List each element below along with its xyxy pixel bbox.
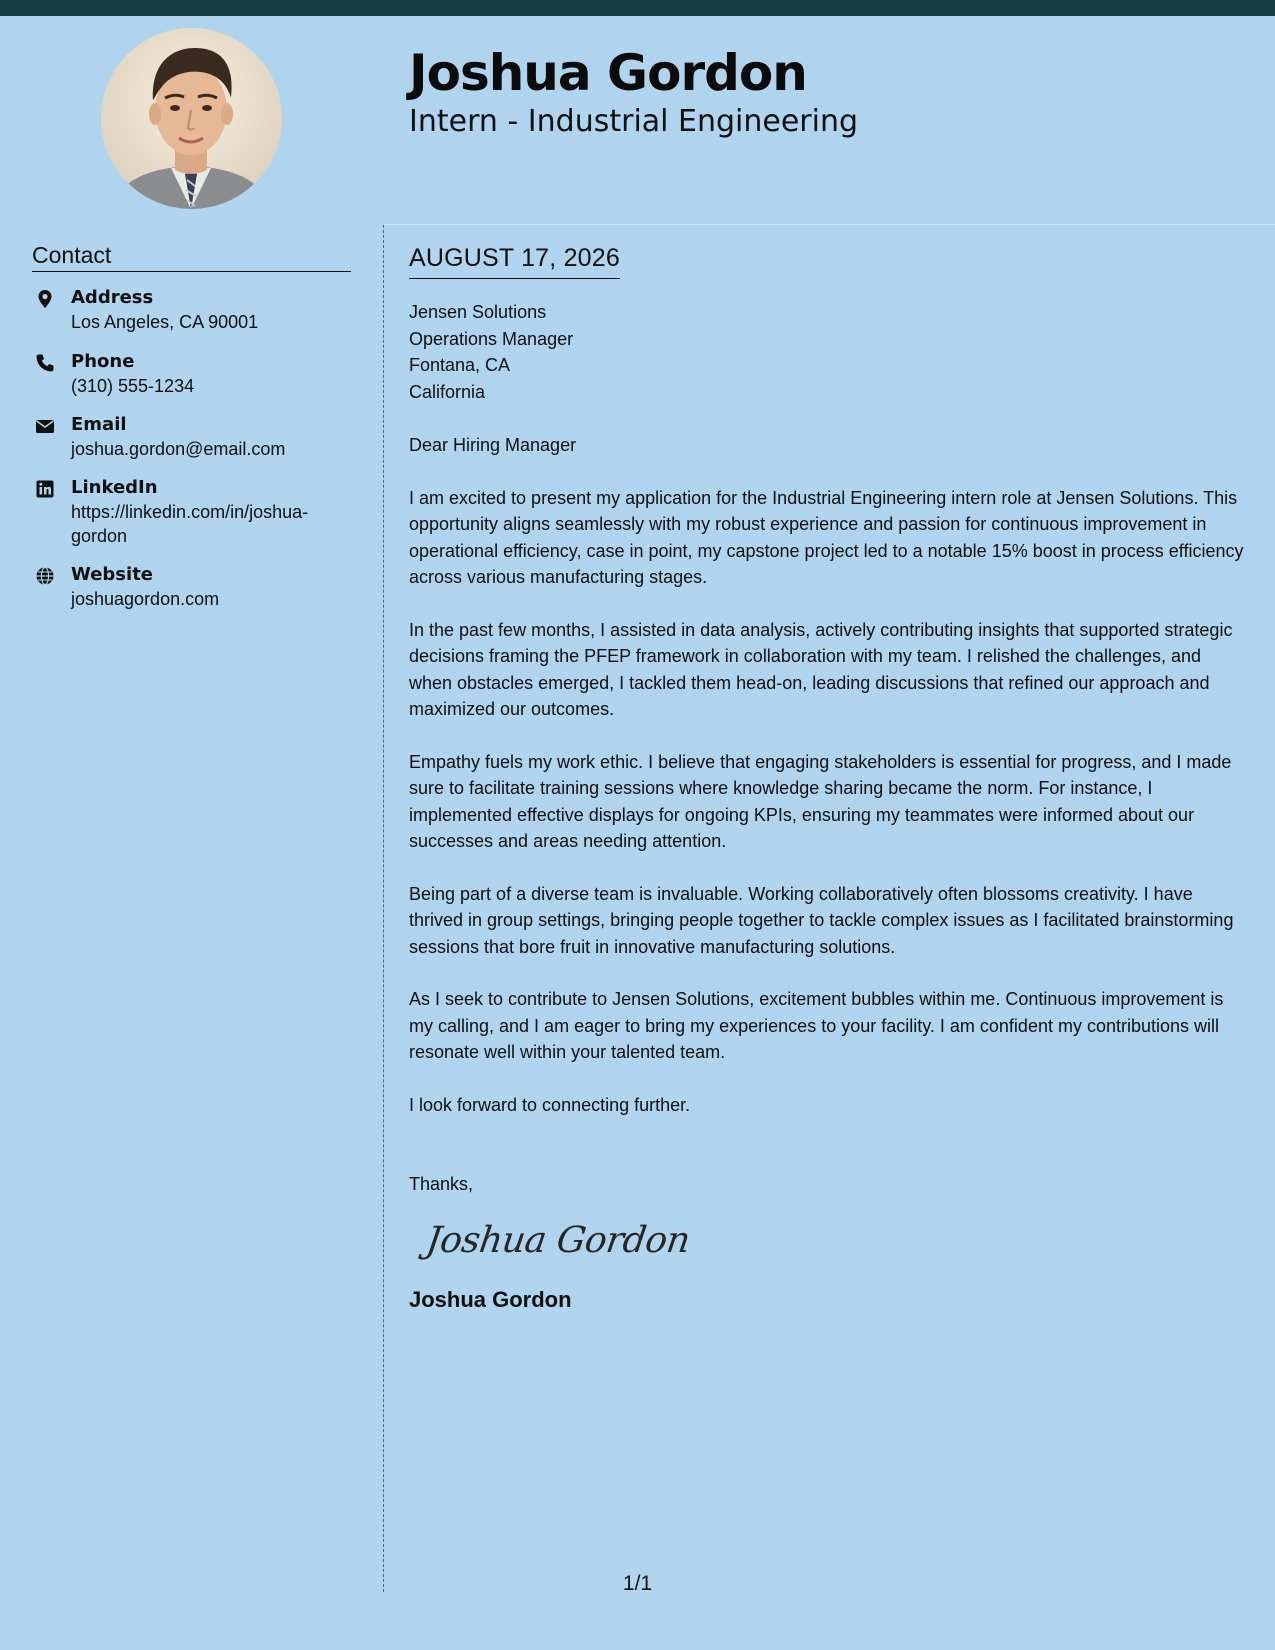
contact-label: Phone bbox=[71, 351, 135, 372]
signer-name: Joshua Gordon bbox=[409, 1286, 572, 1312]
contact-heading: Contact bbox=[32, 240, 351, 272]
letter-paragraph: In the past few months, I assisted in data analysis, actively contributing insights that supported strategic decisions framing the PFEP framework in collaboration with my team. I relished the challenges, and when obstacles emerged, I tackled them head-on, leading discussions that refined our approach and maximized our outcomes. bbox=[409, 619, 1233, 719]
phone-icon bbox=[35, 353, 55, 373]
recipient-title: Operations Manager bbox=[409, 328, 574, 349]
page-number: 1/1 bbox=[622, 1572, 653, 1595]
contact-label: LinkedIn bbox=[71, 477, 158, 498]
map-pin-icon bbox=[35, 289, 55, 309]
contact-label: Website bbox=[71, 564, 154, 585]
profile-photo bbox=[101, 28, 282, 209]
letter-paragraph: I look forward to connecting further. bbox=[409, 1094, 691, 1115]
top-accent-bar bbox=[0, 0, 1275, 16]
letter-body bbox=[409, 242, 1249, 1314]
header-divider bbox=[384, 224, 1275, 225]
candidate-name: Joshua Gordon bbox=[409, 44, 807, 102]
contact-label: Address bbox=[71, 287, 154, 308]
salutation: Dear Hiring Manager bbox=[409, 435, 577, 455]
contact-value: Los Angeles, CA 90001 bbox=[71, 312, 259, 332]
job-title: Intern - Industrial Engineering bbox=[409, 104, 859, 139]
globe-icon bbox=[35, 566, 55, 586]
letter-paragraph: As I seek to contribute to Jensen Solutions, excitement bubbles within me. Continuous improvement is my calling, and I am eager to bring my experiences to your facility. I am confident my contributions will resonate well within your talented team. bbox=[409, 989, 1224, 1062]
contact-value: (310) 555-1234 bbox=[71, 376, 195, 396]
letter-paragraph: Being part of a diverse team is invaluable. Working collaboratively often blossoms creativity. I have thrived in group settings, bringing people together to tackle complex issues as I facilitated brainstorming sessions that bore fruit in innovative manufacturing solutions. bbox=[409, 883, 1234, 957]
contact-value: joshua.gordon@email.com bbox=[71, 439, 286, 459]
recipient-block bbox=[409, 299, 1249, 405]
recipient-company: Jensen Solutions bbox=[409, 302, 547, 322]
handwritten-signature: Joshua Gordon bbox=[423, 1219, 693, 1261]
letter-paragraph: Empathy fuels my work ethic. I believe that engaging stakeholders is essential for progress, and I made sure to facilitate training sessions where knowledge sharing became the norm. For instance, I implemented effective displays for ongoing KPIs, ensuring my teammates were informed about our successes and areas needing attention. bbox=[409, 751, 1232, 851]
recipient-state: California bbox=[409, 381, 486, 402]
column-divider bbox=[383, 225, 384, 1592]
contact-value: https://linkedin.com/in/joshua-gordon bbox=[71, 502, 309, 546]
contact-value: joshuagordon.com bbox=[71, 589, 220, 609]
contact-label: Email bbox=[71, 414, 127, 435]
closing: Thanks, bbox=[409, 1174, 474, 1194]
letter-paragraph: I am excited to present my application for the Industrial Engineering intern role at Jensen Solutions. This opportunity aligns seamlessly with my robust experience and passion for continuous improvement in operational efficiency, case in point, my capstone project led to a notable 15% boost in process efficiency across various manufacturing stages. bbox=[409, 487, 1244, 587]
recipient-city: Fontana, CA bbox=[409, 355, 511, 375]
letter-date: AUGUST 17, 2026 bbox=[409, 242, 620, 279]
linkedin-icon bbox=[35, 479, 55, 499]
envelope-icon bbox=[35, 416, 55, 436]
